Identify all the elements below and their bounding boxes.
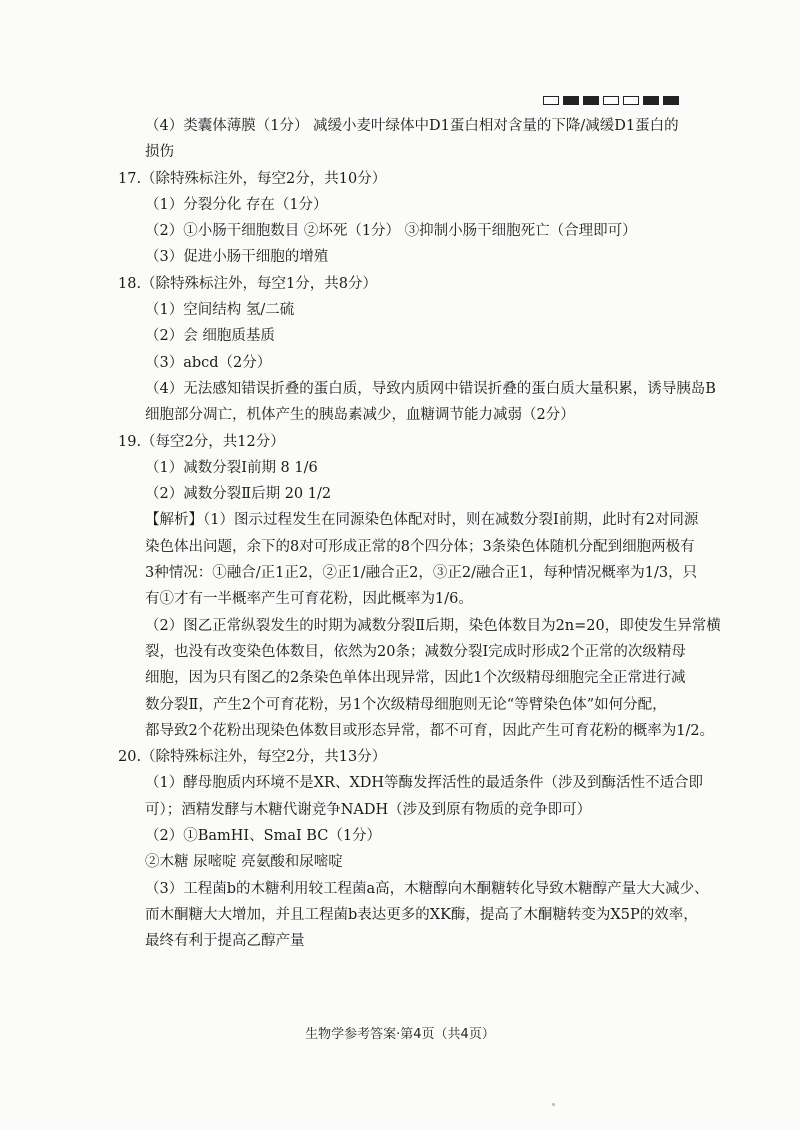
answer-line: （2）①小肠干细胞数目 ②坏死（1分） ③抑制小肠干细胞死亡（合理即可） [145, 223, 637, 240]
answer-line: 可）；酒精发酵与木糖代谢竞争NADH（涉及到原有物质的竞争即可） [145, 801, 592, 818]
answer-line: （3）工程菌b的木糖利用较工程菌a高，木糖醇向木酮糖转化导致木糖醇产量大大减少、 [145, 880, 709, 897]
answer-line: 数分裂Ⅱ，产生2个可育花粉，另1个次级精母细胞则无论“等臂染色体”如何分配， [145, 696, 667, 713]
question-heading: 17.（除特殊标注外，每空2分，共10分） [118, 170, 387, 187]
answer-line: 3种情况：①融合/正1正2，②正1/融合正2，③正2/融合正1，每种情况概率为1/3，只 [145, 565, 698, 582]
answer-line: 【解析】（1）图示过程发生在同源染色体配对时，则在减数分裂Ⅰ前期，此时有2对同源 [145, 512, 699, 529]
marker-box [663, 96, 679, 105]
answer-line: 裂，也没有改变染色体数目，依然为20条；减数分裂Ⅰ完成时形成2个正常的次级精母 [145, 643, 686, 660]
answer-line: （4）无法感知错误折叠的蛋白质，导致内质网中错误折叠的蛋白质大量积累，诱导胰岛B [145, 380, 716, 397]
marker-box [603, 96, 619, 105]
answer-line: 有①才有一半概率产生可育花粉，因此概率为1/6。 [145, 591, 473, 608]
answer-line: 损伤 [145, 144, 174, 161]
answer-line: （1）空间结构 氢/二硫 [145, 302, 295, 319]
answer-line: （2）会 细胞质基质 [145, 328, 275, 345]
speck [552, 1103, 555, 1106]
answer-line: （1）酵母胞质内环境不是XR、XDH等酶发挥活性的最适条件（涉及到酶活性不适合即 [145, 775, 704, 792]
answer-line: 最终有利于提高乙醇产量 [145, 933, 305, 950]
answer-line: 都导致2个花粉出现染色体数目或形态异常，都不可育，因此产生可育花粉的概率为1/2。 [145, 722, 715, 739]
answer-line: 而木酮糖大大增加，并且工程菌b表达更多的XK酶，提高了木酮糖转变为X5P的效率， [145, 906, 698, 923]
marker-box [623, 96, 639, 105]
marker-box [543, 96, 559, 105]
page-marker [543, 96, 679, 105]
answer-line: （4）类囊体薄膜（1分） 减缓小麦叶绿体中D1蛋白相对含量的下降/减缓D1蛋白的 [145, 118, 679, 134]
answer-line: 细胞，因为只有图乙的2条染色单体出现异常，因此1个次级精母细胞完全正常进行减 [145, 670, 686, 687]
question-heading: 18.（除特殊标注外，每空1分，共8分） [118, 275, 378, 292]
answer-line: （2）图乙正常纵裂发生的时期为减数分裂Ⅱ后期，染色体数目为2n=20，即使发生异常横 [145, 617, 721, 634]
question-heading: 19.（每空2分，共12分） [118, 433, 285, 450]
marker-box [563, 96, 579, 105]
page-footer: 生物学参考答案·第4页（共4页） [305, 1027, 495, 1042]
answer-line: （1）减数分裂Ⅰ前期 8 1/6 [145, 459, 318, 476]
answer-content [118, 113, 721, 955]
answer-line: ②木糖 尿嘧啶 亮氨酸和尿嘧啶 [145, 854, 343, 871]
question-heading: 20.（除特殊标注外，每空2分，共13分） [118, 749, 387, 766]
answer-line: （1）分裂分化 存在（1分） [145, 196, 328, 213]
marker-box [643, 96, 659, 105]
answer-line: 染色体出问题，余下的8对可形成正常的8个四分体；3条染色体随机分配到细胞两极有 [145, 538, 695, 555]
answer-line: （2）①BamHⅠ、SmaⅠ BC（1分） [145, 828, 382, 845]
answer-line: （3）促进小肠干细胞的增殖 [145, 249, 329, 266]
marker-box [583, 96, 599, 105]
answer-line: （3）abcd（2分） [145, 354, 272, 371]
answer-line: （2）减数分裂Ⅱ后期 20 1/2 [145, 486, 332, 503]
answer-line: 细胞部分凋亡，机体产生的胰岛素减少，血糖调节能力减弱（2分） [145, 407, 575, 424]
